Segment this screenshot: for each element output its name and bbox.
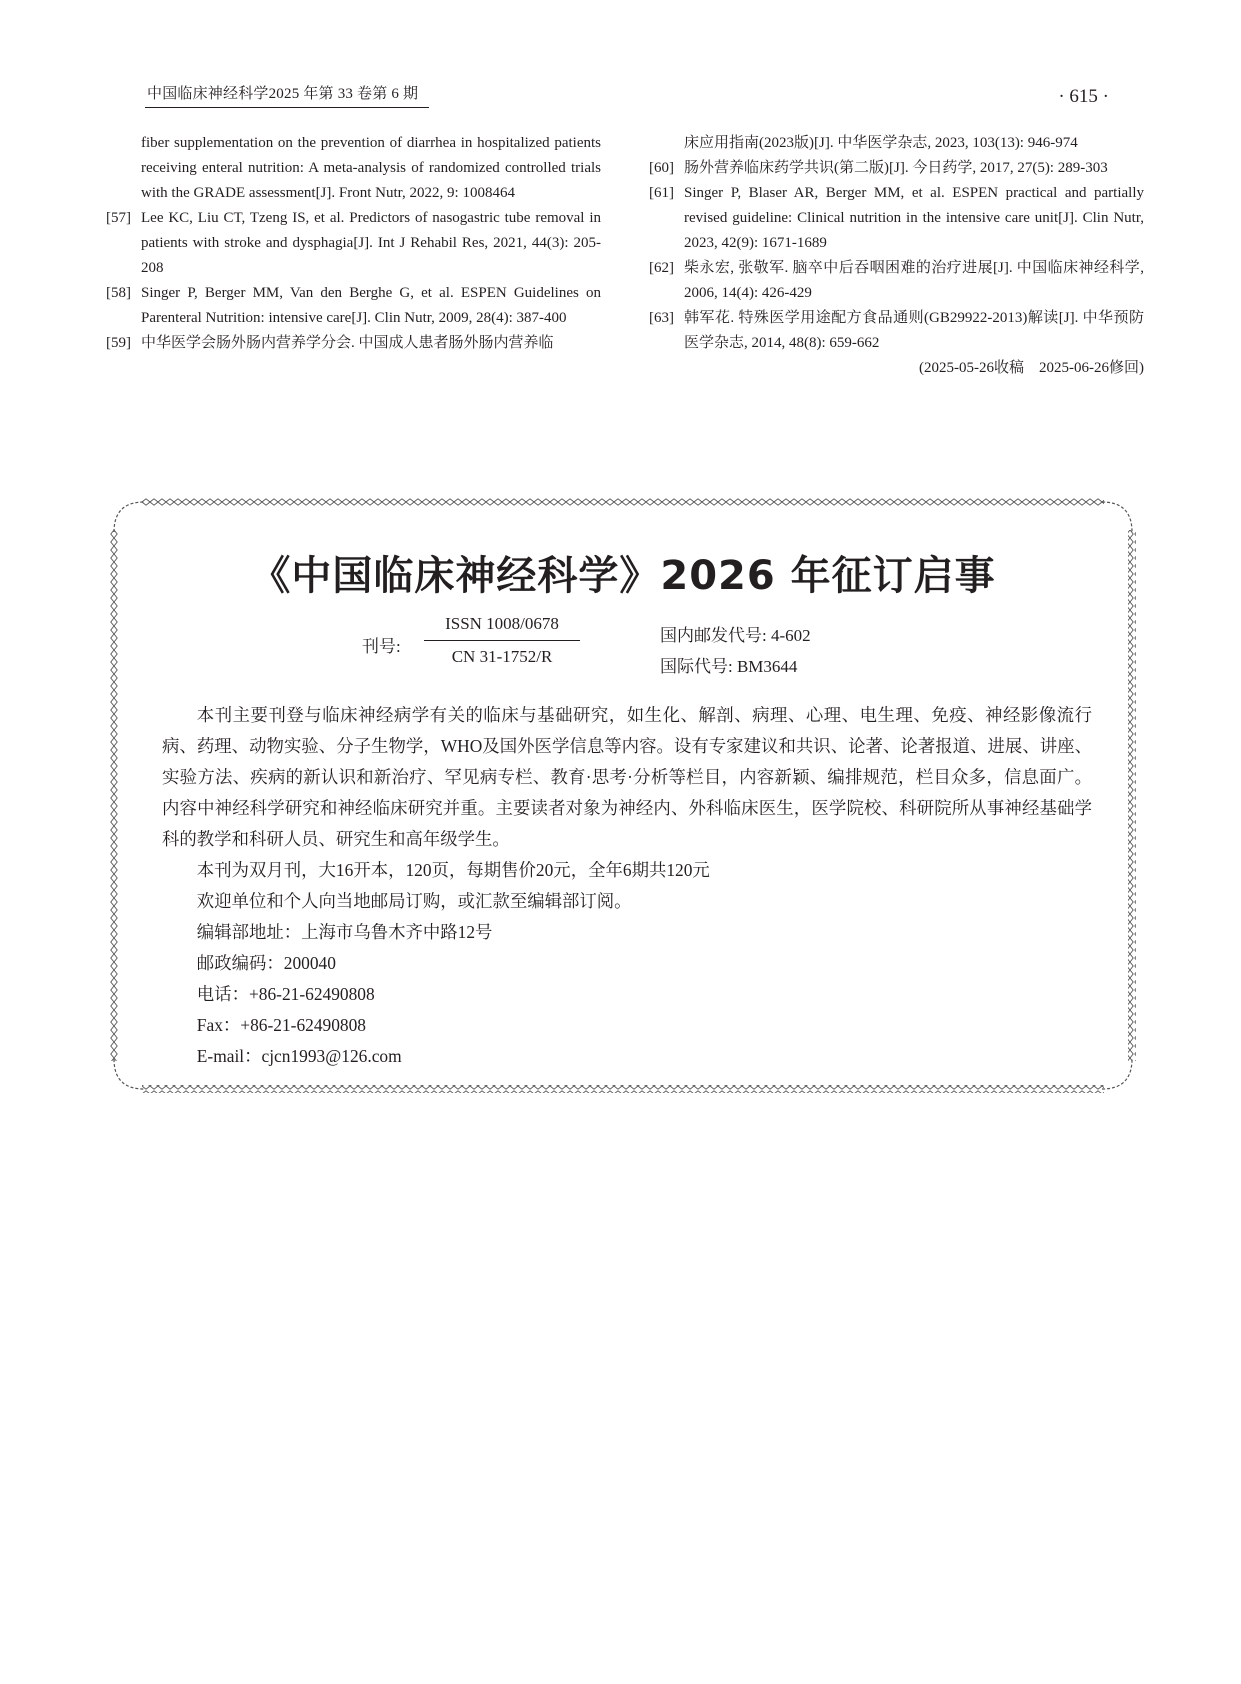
reference-text: Lee KC, Liu CT, Tzeng IS, et al. Predictors of nasogastric tube removal in patients with stroke and dysphagia[J]. Int J Rehabil Res, 2021, 44(3): 205-208 <box>141 210 601 276</box>
references-right-column <box>649 131 1144 381</box>
reference-item <box>106 281 601 331</box>
reference-item <box>106 206 601 281</box>
reference-item <box>649 181 1144 256</box>
reference-number: [60] <box>649 160 674 176</box>
notice-intro: 本刊主要刊登与临床神经病学有关的临床与基础研究，如生化、解剖、病理、心理、电生理、免疫、神经影像流行病、药理、动物实验、分子生物学，WHO及国外医学信息等内容。设有专家建议和共识、论著、论著报道、进展、讲座、实验方法、疾病的新认识和新治疗、罕见病专栏、教育·思考·分析等栏目，内容新颖、编排规范，栏目众多，信息面广。内容中神经科学研究和神经临床研究并重。主要读者对象为神经内、外科临床医生，医学院校、科研院所从事神经基础学科的教学和科研人员、研究生和高年级学生。 <box>162 705 1092 849</box>
reference-item <box>649 131 1144 156</box>
issn-fraction <box>424 614 580 667</box>
domestic-postal-code: 国内邮发代号: 4-602 <box>660 626 811 645</box>
reference-item <box>106 331 601 356</box>
reference-number: [63] <box>649 310 674 326</box>
journal-issue-header: 中国临床神经科学2025 年第 33 卷第 6 期 <box>145 82 429 108</box>
notice-welcome: 欢迎单位和个人向当地邮局订购，或汇款至编辑部订阅。 <box>196 891 632 911</box>
reference-item <box>649 306 1144 356</box>
reference-text: Singer P, Berger MM, Van den Berghe G, et al. ESPEN Guidelines on Parenteral Nutrition: intensive care[J]. Clin Nutr, 2009, 28(4): 387-400 <box>141 285 601 326</box>
cn-number: CN 31-1752/R <box>451 647 553 666</box>
reference-item <box>649 256 1144 306</box>
notice-title: 《中国临床神经科学》2026 年征订启事 <box>250 553 996 599</box>
reference-number: [57] <box>106 210 131 226</box>
reference-item <box>649 156 1144 181</box>
postal-codes <box>660 620 811 682</box>
reference-text: 韩军花. 特殊医学用途配方食品通则(GB29922-2013)解读[J]. 中华预防医学杂志, 2014, 48(8): 659-662 <box>684 310 1144 351</box>
received-revised-dates: (2025-05-26收稿 2025-06-26修回) <box>919 360 1144 376</box>
reference-number: [62] <box>649 260 674 276</box>
reference-number: [59] <box>106 335 131 351</box>
references-left-column <box>106 131 601 356</box>
reference-text: Singer P, Blaser AR, Berger MM, et al. ESPEN practical and partially revised guideline: Clinical nutrition in the intensive care unit[J]. Clin Nutr, 2023, 42(9): 1671-1689 <box>684 185 1144 251</box>
reference-number: [58] <box>106 285 131 301</box>
notice-address: 编辑部地址：上海市乌鲁木齐中路12号 <box>196 922 493 942</box>
subscription-notice-box <box>110 498 1136 1093</box>
reference-text: 中华医学会肠外肠内营养学分会. 中国成人患者肠外肠内营养临 <box>141 335 554 351</box>
notice-price: 本刊为双月刊，大16开本，120页，每期售价20元，全年6期共120元 <box>196 860 710 880</box>
notice-email: E-mail：cjcn1993@126.com <box>196 1046 402 1066</box>
reference-text: fiber supplementation on the prevention of diarrhea in hospitalized patients receiving enteral nutrition: A meta-analysis of randomized controlled trials with the GRADE assessment[J]. Front Nutr, 2022, 9: 1008464 <box>141 135 601 201</box>
notice-zip: 邮政编码：200040 <box>196 953 336 973</box>
notice-phone: 电话：+86-21-62490808 <box>196 984 375 1004</box>
international-code: 国际代号: BM3644 <box>660 657 798 676</box>
issn-label: 刊号: <box>362 637 401 656</box>
page-number: · 615 · <box>1058 86 1109 107</box>
notice-body <box>162 700 1092 1072</box>
reference-number: [61] <box>649 185 674 201</box>
reference-text: 床应用指南(2023版)[J]. 中华医学杂志, 2023, 103(13): 946-974 <box>684 135 1078 151</box>
notice-fax: Fax：+86-21-62490808 <box>196 1015 367 1035</box>
issn-number: ISSN 1008/0678 <box>424 614 580 641</box>
reference-text: 肠外营养临床药学共识(第二版)[J]. 今日药学, 2017, 27(5): 289-303 <box>684 160 1108 176</box>
reference-text: 柴永宏, 张敬军. 脑卒中后吞咽困难的治疗进展[J]. 中国临床神经科学, 2006, 14(4): 426-429 <box>684 260 1144 301</box>
reference-item <box>106 131 601 206</box>
